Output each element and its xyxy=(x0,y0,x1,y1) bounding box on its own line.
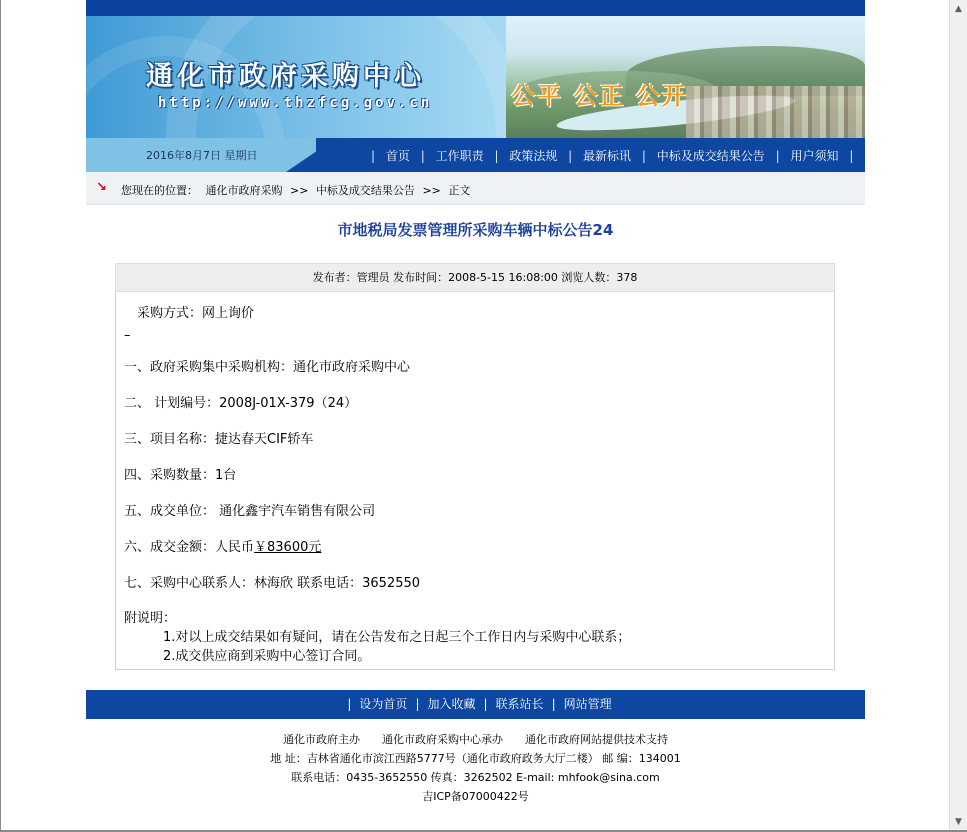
banner-city xyxy=(686,86,865,138)
nav-separator: | xyxy=(371,149,376,163)
nav-item-duties[interactable]: 工作职责 xyxy=(435,149,484,163)
site-slogan: 公平 公正 公开 xyxy=(511,82,688,110)
nav-item-policies[interactable]: 政策法规 xyxy=(509,149,558,163)
site-title: 通化市政府采购中心 xyxy=(146,61,425,92)
footer-link-admin[interactable]: 网站管理 xyxy=(563,697,612,711)
purchase-method: 采购方式：网上询价 xyxy=(124,306,255,321)
nav-separator: | xyxy=(641,149,646,163)
note-item: 1.对以上成交结果如有疑问，请在公告发布之日起三个工作日内与采购中心联系； xyxy=(163,630,631,645)
main-nav xyxy=(86,138,865,172)
footer-link-favorite[interactable]: 加入收藏 xyxy=(427,697,476,711)
nav-separator: | xyxy=(420,149,425,163)
plan-number-line: 二、 计划编号：2008J-01X-379（24） xyxy=(124,396,358,411)
amount-label: 六、成交金额：人民币 xyxy=(124,540,255,555)
footer-link-set-home[interactable]: 设为首页 xyxy=(359,697,408,711)
vertical-scrollbar[interactable] xyxy=(949,0,967,830)
scroll-down-icon[interactable]: ▼ xyxy=(950,813,967,830)
nav-separator: | xyxy=(849,149,854,163)
nav-separator: | xyxy=(494,149,499,163)
breadcrumb-item-home[interactable]: 通化市政府采购 xyxy=(205,184,283,197)
nav-separator: | xyxy=(568,149,573,163)
page-container xyxy=(86,0,865,803)
scroll-up-icon[interactable]: ▲ xyxy=(950,0,967,17)
dash-line: – xyxy=(124,328,131,343)
breadcrumb xyxy=(86,172,865,205)
arrow-icon: ↘ xyxy=(96,180,107,195)
breadcrumb-item-results[interactable]: 中标及成交结果公告 xyxy=(315,184,415,197)
top-strip xyxy=(86,0,865,16)
quantity-line: 四、采购数量：1台 xyxy=(124,468,237,483)
footer-sponsors: 通化市政府主办 通化市政府采购中心承办 通化市政府网站提供技术支持 xyxy=(283,733,668,746)
article-meta: 发布者：管理员 发布时间：2008-5-15 16:08:00 浏览人数：378 xyxy=(115,263,835,292)
note-item: 2.成交供应商到采购中心签订合同。 xyxy=(163,649,371,664)
header-banner xyxy=(86,16,865,138)
notes-label: 附说明： xyxy=(124,611,177,626)
winner-line: 五、成交单位： 通化鑫宇汽车销售有限公司 xyxy=(124,504,376,519)
contact-line: 七、采购中心联系人：林海欣 联系电话：3652550 xyxy=(124,576,421,591)
article-body xyxy=(115,292,835,670)
footer-link-contact[interactable]: 联系站长 xyxy=(495,697,544,711)
nav-item-user-guide[interactable]: 用户须知 xyxy=(790,149,839,163)
nav-links xyxy=(364,147,860,164)
nav-separator: | xyxy=(775,149,780,163)
nav-item-latest-bids[interactable]: 最新标讯 xyxy=(583,149,632,163)
breadcrumb-label: 您现在的位置： xyxy=(121,184,198,197)
site-url: http://www.thzfcg.gov.cn xyxy=(158,95,433,111)
breadcrumb-separator: >> xyxy=(422,184,441,197)
article-title: 市地税局发票管理所采购车辆中标公告24 xyxy=(337,221,614,239)
agency-line: 一、政府采购集中采购机构：通化市政府采购中心 xyxy=(124,360,411,375)
breadcrumb-trail xyxy=(121,182,474,198)
project-name-line: 三、项目名称：捷达春天CIF轿车 xyxy=(124,432,314,447)
breadcrumb-item-current: 正文 xyxy=(448,184,471,197)
nav-item-home[interactable]: 首页 xyxy=(385,149,410,163)
window-border-left xyxy=(0,0,1,832)
footer-separator: | xyxy=(483,697,488,711)
footer-contact: 联系电话：0435-3652550 传真：3262502 E-mail: mhfook@sina.com xyxy=(291,771,660,784)
nav-item-results[interactable]: 中标及成交结果公告 xyxy=(656,149,765,163)
footer-separator: | xyxy=(415,697,420,711)
footer-address: 地 址：吉林省通化市滨江西路5777号（通化市政府政务大厅二楼） 邮 编：134001 xyxy=(270,752,681,765)
footer-icp: 吉ICP备07000422号 xyxy=(422,790,529,803)
amount-value: ￥83600元 xyxy=(254,540,322,555)
footer-nav xyxy=(86,690,865,719)
current-date: 2016年8月7日 星期日 xyxy=(146,149,258,162)
amount-line xyxy=(124,536,321,555)
breadcrumb-separator: >> xyxy=(290,184,309,197)
footer-separator: | xyxy=(551,697,556,711)
footer-separator: | xyxy=(347,697,352,711)
